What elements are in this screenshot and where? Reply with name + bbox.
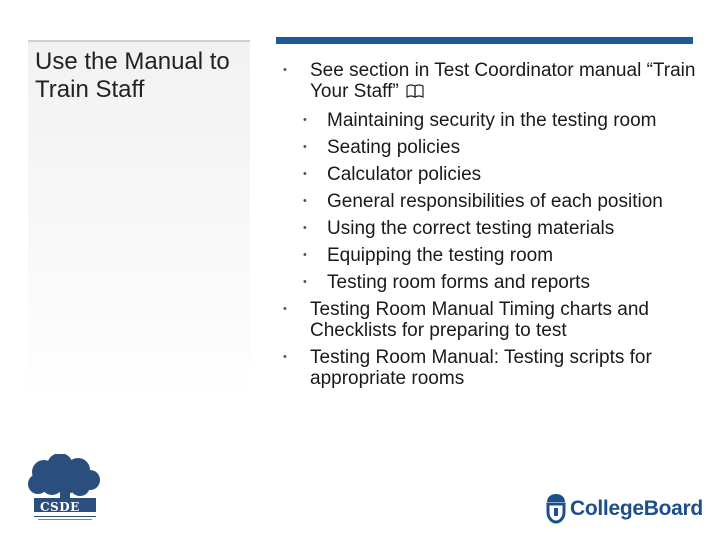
list-item-text: Seating policies [327,137,461,158]
list-item-text: Maintaining security in the testing room [327,110,657,131]
list-item-text: Testing room forms and reports [327,272,590,293]
list-item [283,218,703,239]
list-item-text: See section in Test Coordinator manual “Train Your Staff” [310,60,696,102]
list-item [283,245,703,266]
bullet-marker: • [303,114,307,126]
bullet-marker: • [283,64,287,76]
list-item [283,347,703,389]
list-item [283,191,703,212]
bullet-marker: • [283,303,287,315]
bullet-marker: • [283,351,287,363]
list-item-text: Using the correct testing materials [327,218,615,239]
bullet-marker: • [303,222,307,234]
list-item [283,60,703,104]
bullet-list [283,60,703,395]
csde-logo-text: CSDE [40,500,80,514]
slide-title: Use the Manual to Train Staff [35,48,230,103]
list-item-text: Testing Room Manual: Testing scripts for appropriate rooms [310,347,652,389]
college-board-logo-text: CollegeBoard [570,497,703,520]
accent-bar [276,37,693,44]
bullet-marker: • [303,195,307,207]
bullet-marker: • [303,168,307,180]
list-item-text: Testing Room Manual Timing charts and Checklists for preparing to test [310,299,649,341]
bullet-marker: • [303,249,307,261]
acorn-icon [543,492,569,524]
bullet-marker: • [303,141,307,153]
book-icon [405,83,425,104]
list-item-text: General responsibilities of each position [327,191,663,212]
list-item [283,164,703,185]
bullet-marker: • [303,276,307,288]
list-item [283,299,703,341]
list-item [283,272,703,293]
list-item [283,110,703,131]
list-item [283,137,703,158]
list-item-text: Equipping the testing room [327,245,554,266]
list-item-text: Calculator policies [327,164,482,185]
